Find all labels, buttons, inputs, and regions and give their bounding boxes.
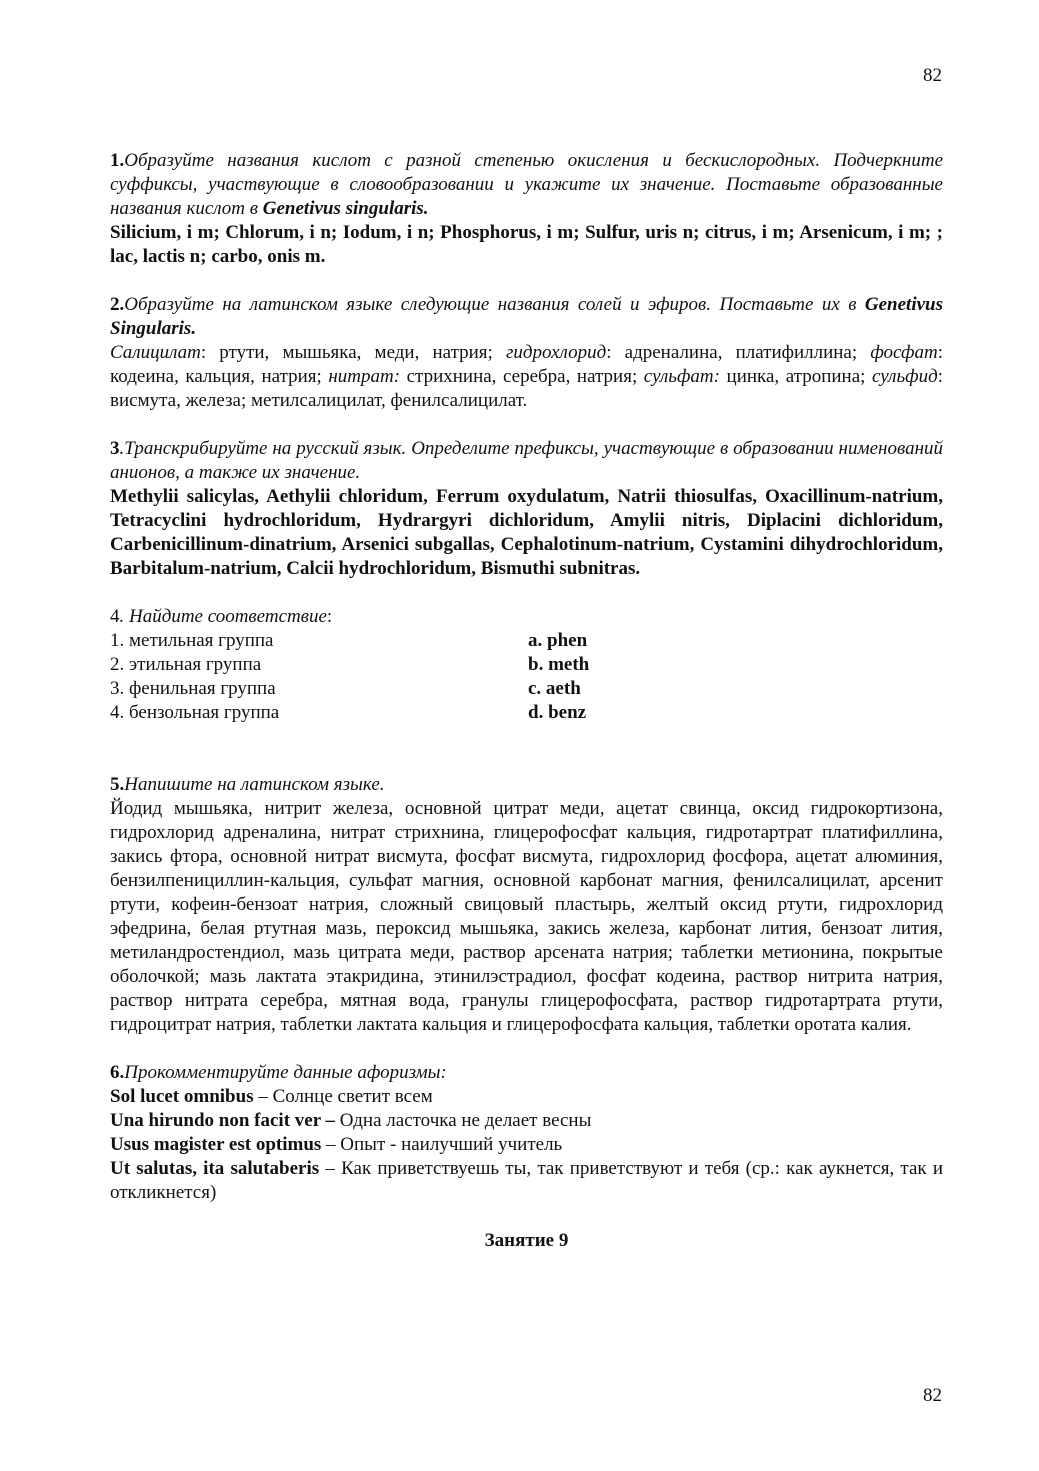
exercise-2-items: Салицилат: ртути, мышьяка, меди, натрия; гидрохлорид: адреналина, платифиллина; фосфат: кодеина, кальция, натрия; нитрат: стрихнина, серебра, натрия; сульфат: цинка, атропина; сульфид: висмута, железа; метилсалицилат, фенилсалицилат.	[110, 342, 944, 411]
match-left-item: 4. бензольная группа	[110, 702, 280, 723]
match-left-item: 3. фенильная группа	[110, 678, 276, 699]
match-right-item: c. aeth	[528, 678, 581, 699]
aphorism: Una hirundo non facit ver – Одна ласточка не делает весны	[110, 1110, 592, 1131]
exercise-3-words: Methylii salicylas, Aethylii chloridum, Ferrum oxydulatum, Natrii thiosulfas, Oxacillinum-natrium, Tetracyclini hydrochloridum, Hydrargyri dichloridum, Amylii nitris, Diplacini dichloridum, Carbenicillinum-dinatrium, Arsenici subgallas, Cephalotinum-natrium, Cystamini dihydrochloridum, Barbitalum-natrium, Calcii hydrochloridum, Bismuthi subnitras.	[110, 486, 943, 579]
page-number-top: 82	[923, 65, 942, 86]
section-heading: Занятие 9	[484, 1230, 569, 1251]
exercise-3-instruction: 3.Транскрибируйте на русский язык. Определите префиксы, участвующие в образовании нименований анионов, а также их значение.	[110, 438, 943, 483]
match-right-item: a. phen	[528, 630, 588, 651]
match-left-item: 2. этильная группа	[110, 654, 262, 675]
exercise-4-matching	[110, 629, 943, 725]
aphorism: Usus magister est optimus – Опыт - наилучший учитель	[110, 1134, 563, 1155]
exercise-2-instruction: 2.Образуйте на латинском языке следующие названия солей и эфиров. Поставьте их в Genetivus Singularis.	[110, 294, 943, 339]
exercise-4-instruction: 4. Найдите соответствие:	[110, 606, 333, 627]
exercise-1-words: Silicium, i m; Chlorum, i n; Iodum, i n; Phosphorus, i m; Sulfur, uris n; citrus, i m; Arsenicum, i m; ; lac, lactis n; carbo, onis m.	[110, 222, 943, 267]
match-right-item: d. benz	[528, 702, 587, 723]
match-left-item: 1. метильная группа	[110, 630, 274, 651]
match-right-item: b. meth	[528, 654, 590, 675]
page-number-bottom: 82	[923, 1385, 942, 1406]
exercise-6-instruction: 6.Прокомментируйте данные афоризмы:	[110, 1062, 447, 1083]
page-content	[110, 149, 943, 1253]
exercise-5-instruction: 5.Напишите на латинском языке.	[110, 774, 385, 795]
aphorism: Ut salutas, ita salutaberis – Как приветствуешь ты, так приветствуют и тебя (ср.: как аукнется, так и откликнется)	[110, 1158, 944, 1203]
aphorism: Sol lucet omnibus – Солнце светит всем	[110, 1086, 433, 1107]
exercise-1-instruction: 1.Образуйте названия кислот с разной степенью окисления и бескислородных. Подчеркните суффиксы, участвующие в словообразовании и укажите их значение. Поставьте образованные названия кислот в Genetivus singularis.	[110, 150, 943, 219]
exercise-5-text: Йодид мышьяка, нитрит железа, основной цитрат меди, ацетат свинца, оксид гидрокортизона, гидрохлорид адреналина, нитрат стрихнина, глицерофосфат кальция, гидротартрат платифиллина, закись фтора, основной нитрат висмута, фосфат висмута, гидрохлорид фосфора, ацетат алюминия, бензилпенициллин-кальция, сульфат магния, основной карбонат магния, фенилсалицилат, арсенит ртути, кофеин-бензоат натрия, сложный свицовый пластырь, желтый оксид ртути, гидрохлорид эфедрина, белая ртутная мазь, пероксид мышьяка, закись железа, карбонат лития, бензоат лития, метиландростендиол, мазь цитрата меди, раствор арсената натрия; таблетки метионина, покрытые оболочкой; мазь лактата этакридина, этинилэстрадиол, фосфат кодеина, раствор нитрита натрия, раствор нитрата серебра, мятная вода, гранулы глицерофосфата, раствор гидротартрата ртути, гидроцитрат натрия, таблетки лактата кальция и глицерофосфата кальция, таблетки оротата калия.	[110, 798, 943, 1035]
